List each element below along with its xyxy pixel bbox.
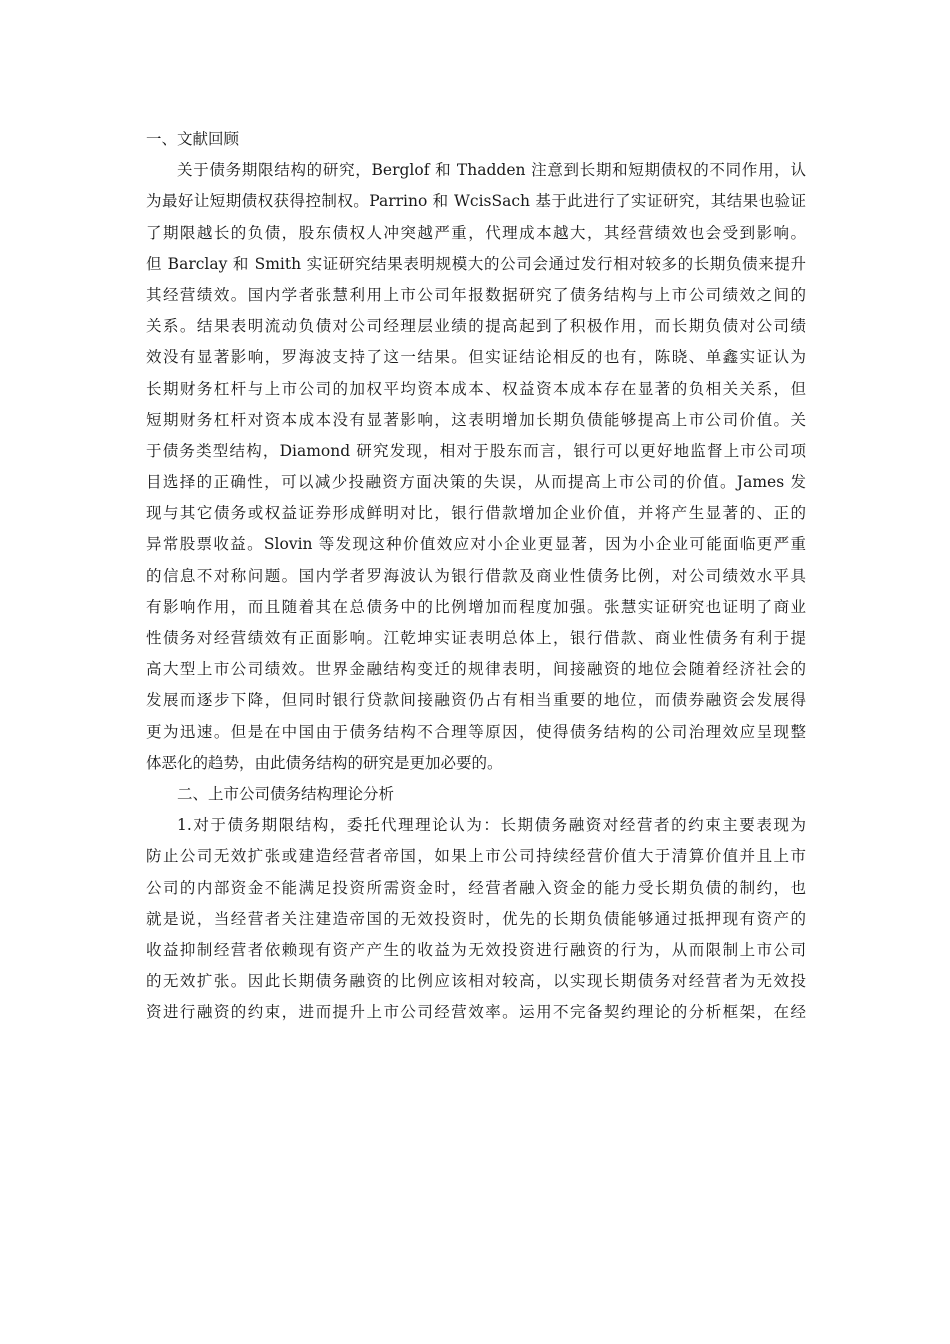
paragraph-line: 异常股票收益。Slovin 等发现这种价值效应对小企业更显著，因为小企业可能面临更严重 <box>146 535 806 554</box>
paragraph-line: 长期财务杠杆与上市公司的加权平均资本成本、权益资本成本存在显著的负相关关系，但 <box>146 379 806 398</box>
paragraph-line: 公司的内部资金不能满足投资所需资金时，经营者融入资金的能力受长期负债的制约，也 <box>146 878 806 897</box>
section-heading-literature-review: 一、文献回顾 <box>146 130 240 148</box>
paragraph-line: 目选择的正确性，可以减少投融资方面决策的失误，从而提高上市公司的价值。James 发 <box>146 473 806 492</box>
paragraph-line: 于债务类型结构，Diamond 研究发现，相对于股东而言，银行可以更好地监督上市公司项 <box>146 441 806 460</box>
paragraph-line: 发展而逐步下降，但同时银行贷款间接融资仍占有相当重要的地位，而债券融资会发展得 <box>146 691 806 710</box>
paragraph-line: 性债务对经营绩效有正面影响。江乾坤实证表明总体上，银行借款、商业性债务有利于提 <box>146 629 806 647</box>
paragraph-line: 1.对于债务期限结构，委托代理理论认为：长期债务融资对经营者的约束主要表现为 <box>177 816 806 835</box>
paragraph-line: 就是说，当经营者关注建造帝国的无效投资时，优先的长期负债能够通过抵押现有资产的 <box>146 909 806 928</box>
paragraph-line: 关系。结果表明流动负债对公司经理层业绩的提高起到了积极作用，而长期负债对公司绩 <box>146 317 806 336</box>
paragraph-line: 的信息不对称问题。国内学者罗海波认为银行借款及商业性债务比例，对公司绩效水平具 <box>146 566 806 585</box>
paragraph-line: 资进行融资的约束，进而提升上市公司经营效率。运用不完备契约理论的分析框架，在经 <box>146 1003 806 1022</box>
paragraph-line: 为最好让短期债权获得控制权。Parrino 和 WcisSach 基于此进行了实证研究，其结果也验证 <box>146 192 806 211</box>
paragraph-line: 防止公司无效扩张或建造经营者帝国，如果上市公司持续经营价值大于清算价值并且上市 <box>146 847 806 866</box>
paragraph-line: 现与其它债务或权益证券形成鲜明对比，银行借款增加企业价值，并将产生显著的、正的 <box>146 504 806 523</box>
paragraph-line: 其经营绩效。国内学者张慧利用上市公司年报数据研究了债务结构与上市公司绩效之间的 <box>146 285 806 304</box>
paragraph-line: 但 Barclay 和 Smith 实证研究结果表明规模大的公司会通过发行相对较多的长期负债来提升 <box>146 254 806 273</box>
paragraph-line: 收益抑制经营者依赖现有资产产生的收益为无效投资进行融资的行为，从而限制上市公司 <box>146 940 806 959</box>
paragraph-line: 有影响作用，而且随着其在总债务中的比例增加而程度加强。张慧实证研究也证明了商业 <box>146 597 806 616</box>
paragraph-line: 高大型上市公司绩效。世界金融结构变迁的规律表明，间接融资的地位会随着经济社会的 <box>146 660 806 679</box>
paragraph-line: 更为迅速。但是在中国由于债务结构不合理等原因，使得债务结构的公司治理效应呈现整 <box>146 722 806 741</box>
paragraph-line: 了期限越长的负债，股东债权人冲突越严重，代理成本越大，其经营绩效也会受到影响。 <box>146 223 806 242</box>
paragraph-line-last: 体恶化的趋势，由此债务结构的研究是更加必要的。 <box>146 753 503 772</box>
paragraph-line: 的无效扩张。因此长期债务融资的比例应该相对较高，以实现长期债务对经营者为无效投 <box>146 972 806 991</box>
section-heading-theory-analysis: 二、上市公司债务结构理论分析 <box>177 784 395 803</box>
document-body <box>146 124 806 1028</box>
paragraph-line: 短期财务杠杆对资本成本没有显著影响，这表明增加长期负债能够提高上市公司价值。关 <box>146 410 806 429</box>
paragraph-line: 效没有显著影响，罗海波支持了这一结果。但实证结论相反的也有，陈晓、单鑫实证认为 <box>146 348 806 367</box>
paragraph-line: 关于债务期限结构的研究，Berglof 和 Thadden 注意到长期和短期债权的不同作用，认 <box>177 161 806 180</box>
